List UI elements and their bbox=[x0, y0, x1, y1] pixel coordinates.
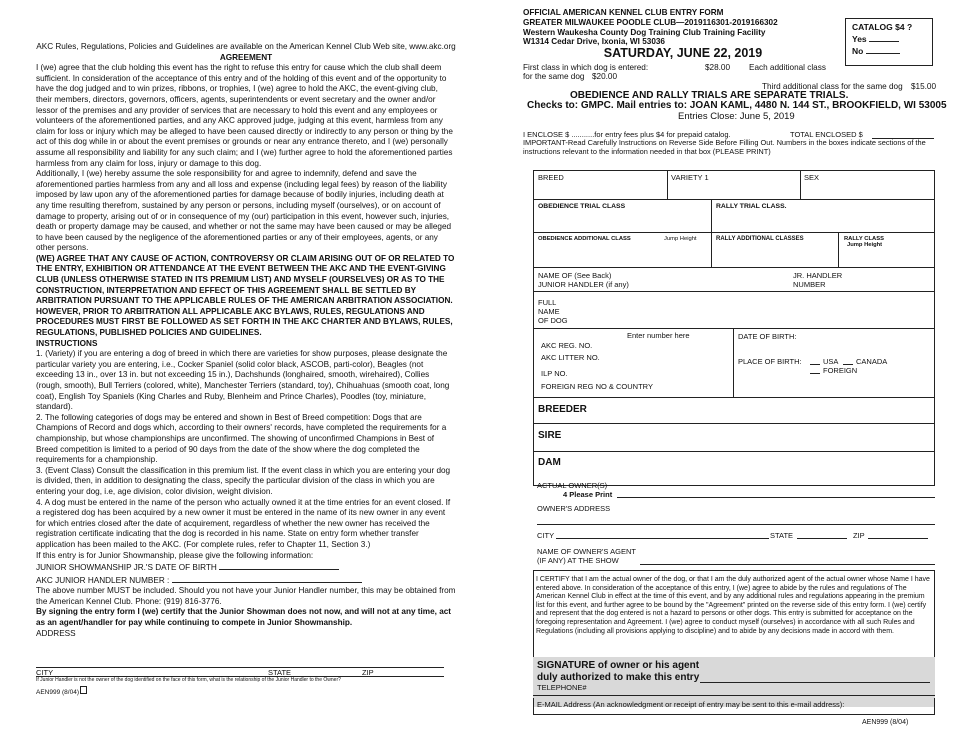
email-field[interactable] bbox=[533, 714, 935, 715]
telephone-label: TELEPHONE# bbox=[537, 683, 587, 692]
owners-label: ACTUAL OWNER(S) bbox=[537, 481, 608, 490]
grid-divider bbox=[711, 199, 712, 232]
venue-name: Western Waukesha County Dog Training Club Training Facility bbox=[523, 27, 766, 37]
enclose-line: I ENCLOSE $ ...........for entry fees plus $4 for prepaid catalog. bbox=[523, 130, 731, 139]
signature-field[interactable] bbox=[700, 682, 930, 683]
catalog-yes-label: Yes bbox=[852, 34, 867, 44]
agreement-title: AGREEMENT bbox=[219, 52, 273, 62]
junior-dob-line[interactable] bbox=[36, 561, 456, 574]
intro-text: AKC Rules, Regulations, Policies and Guidelines are available on the American Kennel Club Web site, www.akc.org bbox=[36, 42, 456, 51]
instructions-title: INSTRUCTIONS bbox=[36, 338, 98, 348]
grid-divider bbox=[733, 328, 734, 397]
grid-rule bbox=[533, 423, 935, 424]
owner-state-field[interactable] bbox=[797, 538, 847, 539]
junior-number-line[interactable] bbox=[36, 574, 456, 587]
ilp-field[interactable]: ILP NO. bbox=[541, 369, 568, 378]
catalog-yes[interactable] bbox=[852, 33, 926, 45]
agreement-arbitration: (WE) AGREE THAT ANY CAUSE OF ACTION, CONTROVERSY OR CLAIM ARISING OUT OF OR RELATED TO THE ENTRY, EXHIBITION OR ATTENDANCE AT THE EVENT BETWEEN THE AKC AND THE EVENT-GIVING CLUB (UNLESS OTHERWISE STATED IN ITS PREMIUM LIST) AND MYSELF (OURSELVES) OR AS TO THE CONSTRUCTION, INTERPRETATION AND EFFECT OF THIS AGREEMENT SHALL BE SETTLED BY ARBITRATION PURSUANT TO THE APPLICABLE RULES OF THE AMERICAN ARBITRATION ASSOCIATION. HOWEVER, PRIOR TO ARBITRATION ALL APPLICABLE AKC BYLAWS, RULES, REGULATIONS AND PROCEDURES MUST FIRST BE FOLLOWED AS SET FORTH IN THE AKC CHARTER AND BYLAWS, RULES, REGULATIONS, PUBLISHED POLICIES AND GUIDELINES. bbox=[36, 253, 455, 338]
important-note: IMPORTANT-Read Carefully Instructions on Reverse Side Before Filling Out. Numbers in the boxes indicate sections of the instructions relevant to the information needed in that box (PLEASE PRINT) bbox=[523, 138, 926, 156]
foreign-checkbox[interactable] bbox=[810, 373, 820, 374]
fee-additional-cont: for the same dog bbox=[523, 72, 585, 81]
jr-handler-label: JR. HANDLER bbox=[793, 271, 843, 280]
obedience-additional-field[interactable]: OBEDIENCE ADDITIONAL CLASS bbox=[538, 236, 631, 242]
address-label: ADDRESS bbox=[36, 628, 76, 638]
rally-class-field[interactable]: RALLY CLASS bbox=[844, 236, 884, 242]
enter-number-label: Enter number here bbox=[627, 331, 690, 340]
owner-zip-label: ZIP bbox=[853, 531, 865, 540]
sire-field[interactable]: SIRE bbox=[538, 430, 562, 441]
catalog-no[interactable] bbox=[852, 45, 926, 57]
instruction-3: 3. (Event Class) Consult the classification in this premium list. If the event class in which you are entering your dog is divided, then, in addition to designating the class, specify the particular division of the class in which you are entering your dog, i.e, age division, color division, weight division. bbox=[36, 465, 451, 496]
catalog-label: CATALOG $4 ? bbox=[852, 22, 913, 32]
junior-dob-label: JUNIOR SHOWMANSHIP JR.'S DATE OF BIRTH bbox=[36, 563, 217, 573]
rally-additional-field[interactable]: RALLY ADDITIONAL CLASSES bbox=[716, 236, 804, 242]
place-of-birth-label: PLACE OF BIRTH: bbox=[738, 357, 802, 366]
dam-field[interactable]: DAM bbox=[538, 457, 561, 468]
fee-additional: $20.00 bbox=[592, 72, 618, 81]
full-label: FULL bbox=[538, 298, 557, 307]
name-of-label: NAME OF (See Back) bbox=[538, 271, 612, 280]
owner-city-label: CITY bbox=[537, 531, 555, 540]
catalog-yes-field[interactable] bbox=[869, 33, 899, 42]
separate-trials-note: OBEDIENCE AND RALLY TRIALS ARE SEPARATE TRIALS. bbox=[570, 90, 849, 101]
owner-zip-field[interactable] bbox=[868, 538, 928, 539]
instruction-4: 4. A dog must be entered in the name of the person who actually owned it at the time entries for an event closed. If a registered dog has been acquired by a new owner it must be entered in the name of its new owner in any event for which entries closed after the date of acquirement, regardless of whether the new owner has received the registration certificate indicating that the dog is recorded in his name. State on entry form whether transfer application has been mailed to the AKC. (For complete rules, refer to Chapter 11, Section 3.) bbox=[36, 497, 451, 549]
agreement-page bbox=[36, 42, 456, 639]
left-form-code bbox=[36, 686, 87, 697]
junior-intro: If this entry is for Junior Showmanship, please give the following information: bbox=[36, 550, 314, 560]
usa-label: USA bbox=[823, 357, 839, 366]
signature-label-2: duly authorized to make this entry bbox=[537, 672, 700, 683]
email-label: E-MAIL Address (An acknowledgment or receipt of entry may be sent to this e-mail address): bbox=[537, 700, 845, 709]
agent-field[interactable] bbox=[640, 564, 935, 565]
akc-reg-field[interactable]: AKC REG. NO. bbox=[541, 341, 593, 350]
catalog-no-field[interactable] bbox=[866, 45, 900, 54]
fee-third-label: Third additional class for the same dog bbox=[762, 82, 903, 91]
fee-first: $28.00 bbox=[705, 63, 731, 72]
fee-first-label: First class in which dog is entered: bbox=[523, 63, 649, 72]
jump-height-2[interactable]: Jump Height bbox=[847, 242, 883, 248]
akc-litter-field[interactable]: AKC LITTER NO. bbox=[541, 353, 600, 362]
telephone-field[interactable] bbox=[533, 695, 935, 696]
grid-rule bbox=[533, 328, 935, 329]
junior-certify: By signing the entry form I (we) certify that the Junior Showman does not now, and will not at any time, act as an agent/handler for pay while continuing to compete in Junior Showmanship. bbox=[36, 607, 452, 628]
junior-dob-field[interactable] bbox=[219, 561, 339, 570]
breed-field[interactable]: BREED bbox=[538, 173, 564, 182]
grid-rule bbox=[533, 291, 935, 292]
signature-label: SIGNATURE of owner or his agent bbox=[537, 660, 700, 671]
left-city-label: CITY bbox=[36, 668, 54, 677]
owners-address-field[interactable] bbox=[537, 524, 935, 525]
please-print-label: 4 Please Print bbox=[563, 490, 613, 499]
dog-name-field[interactable]: OF DOG bbox=[538, 316, 568, 325]
agreement-paragraph-2: Additionally, I (we) hereby assume the sole responsibility for and agree to indemnify, defend and save the aforementioned parties harmless from any and all loss and expense (including legal fees) by reason of the liability imposed by law upon any of the aforementioned parties for damage because of bodily injuries, including death at any time resulting therefrom, sustained by any person or persons, including myself (ourselves), or on account of damage to property, arising out of or in consequence of my (our) participation in this event, however such, injuries, death or property damage may be caused, and whether or not the same may have been caused or may be alleged to have been caused by the negligence of the aforementioned parties or any of their employees, agents, or any other persons. bbox=[36, 169, 452, 253]
form-title: OFFICIAL AMERICAN KENNEL CLUB ENTRY FORM bbox=[523, 8, 724, 17]
usa-checkbox[interactable] bbox=[810, 364, 820, 365]
instruction-2: 2. The following categories of dogs may be entered and shown in Best of Breed competition: Dogs that are Champions of Record and dogs which, according to their owners' records, have completed the requirements for a championship, but whose championships are unconfirmed. The showing of unconfirmed Champions in Best of Breed competition is limited to a period of 90 days from the date of the show where the dog completed the requirements for a championship. bbox=[36, 412, 447, 465]
grid-divider bbox=[667, 170, 668, 199]
jump-height-1[interactable]: Jump Height bbox=[664, 236, 697, 242]
grid-rule bbox=[533, 199, 935, 200]
form-code-box-icon bbox=[80, 686, 87, 694]
fee-additional-label: Each additional class bbox=[749, 63, 826, 72]
junior-handler-field[interactable]: JUNIOR HANDLER (if any) bbox=[538, 280, 629, 289]
obedience-trial-field[interactable]: OBEDIENCE TRIAL CLASS bbox=[538, 203, 626, 210]
junior-footnote: If Junior Handler is not the owner of the dog identified on the face of this form, what is the relationship of the Junior Handler to the Owner? bbox=[36, 677, 341, 683]
right-form-code: AEN999 (8/04) bbox=[862, 719, 909, 726]
catalog-box bbox=[845, 18, 933, 66]
rally-trial-field[interactable]: RALLY TRIAL CLASS. bbox=[716, 203, 787, 210]
agreement-paragraph-1: I (we) agree that the club holding this event has the right to refuse this entry for cause which the club shall deem sufficient. In consideration of the acceptance of this entry and of the holding of this event and of the opportunity to have the dog judged and to win prizes, ribbons, or trophies, I (we) agree to hold the AKC, the event-giving club, their members, directors, governors, officers, agents, superintendents or event secretary and the owner and/or lessor of the premises and any provider of services that are necessary to hold this event and any employees or volunteers of the aforementioned parties, and any AKC approved judge, judging at this event, harmless from any claim for loss or injury which may be alleged to have been caused directly or indirectly to any person or thing by the act of this dog while in or about the event premises or grounds or near any entrance thereto, and I (we) personally assume all responsibility and liability for any such claim; and I (we) further agree to hold the aforementioned parties harmless from any claim for loss, injury or damage to this dog. bbox=[36, 63, 453, 168]
grid-rule bbox=[533, 267, 935, 268]
fee-third: $15.00 bbox=[911, 82, 937, 91]
junior-number-label: AKC JUNIOR HANDLER NUMBER : bbox=[36, 575, 170, 585]
grid-divider bbox=[800, 170, 801, 199]
grid-divider bbox=[711, 232, 712, 267]
agent-label-2: (IF ANY) AT THE SHOW bbox=[537, 556, 619, 565]
agent-label: NAME OF OWNER'S AGENT bbox=[537, 547, 636, 556]
checks-to: Checks to: GMPC. Mail entries to: JOAN KAML, 4480 N. 144 ST., BROOKFIELD, WI 53005 bbox=[527, 100, 947, 111]
grid-rule bbox=[533, 397, 935, 398]
left-form-code-text: AEN999 (8/04) bbox=[36, 689, 79, 696]
owners-address-label: OWNER'S ADDRESS bbox=[537, 504, 611, 513]
owner-state-label: STATE bbox=[770, 531, 794, 540]
junior-note: The above number MUST be included. Should you not have your Junior Handler number, this may be obtained from the American Kennel Club. Phone: (919) 816-3776. bbox=[36, 586, 456, 606]
date-of-birth-field[interactable]: DATE OF BIRTH: bbox=[738, 332, 797, 341]
foreign-label: FOREIGN bbox=[823, 366, 858, 375]
grid-rule bbox=[533, 232, 935, 233]
instruction-1: 1. (Variety) if you are entering a dog of breed in which there are varieties for show purposes, please designate the particular variety you are entering, i.e., Cocker Spaniel (solid color black, ASCOB, parti-color), Beagles (not exceeding 13 in., over 13 in. but not exceeding 15 in.), Dachshunds (longhaired, smooth, wirehaired), Collies (rough, smooth), Bull Terriers (colored, white), Manchester Terriers (standard, toy), Chihuahuas (smooth coat, long coat), English Toy Spaniels (King Charles and Ruby, Blenheim and Prince Charles), Poodles (toy, miniature, standard). bbox=[36, 349, 450, 412]
breeder-field[interactable]: BREEDER bbox=[538, 404, 587, 415]
jr-handler-number-field[interactable]: NUMBER bbox=[793, 280, 826, 289]
foreign-reg-field[interactable]: FOREIGN REG NO & COUNTRY bbox=[541, 382, 653, 391]
address-rule[interactable] bbox=[36, 667, 444, 668]
left-zip-label: ZIP bbox=[362, 668, 374, 677]
junior-number-field[interactable] bbox=[172, 574, 362, 583]
certify-text: I CERTIFY that I am the actual owner of the dog, or that I am the duly authorized agent of the actual owner whose Name I have entered above. In consideration of the acceptance of this entry, I (we) agree to abide by the rules and regulations of The American Kennel Club in effect at the time of this event, and by any additional rules and regulations appearing in the premium list for this event, and further agree to be bound by the "Agreement" printed on the reverse side of this entry form. I (we) certify and represent that the dog entered is not a hazard to persons or other dogs. This entry is submitted for acceptance on the foregoing representation and Agreement. I (we) agree to conduct myself (ourselves) in accordance with all such Rules and Regulations (including all provisions applying to discipline) and to abide by any decisions made in accord with them. bbox=[536, 576, 930, 635]
venue-address: W1314 Cedar Drive, Ixonia, WI 53036 bbox=[523, 37, 665, 47]
event-date: SATURDAY, JUNE 22, 2019 bbox=[603, 46, 763, 61]
left-state-label: STATE bbox=[268, 668, 292, 677]
grid-rule bbox=[533, 451, 935, 452]
canada-label: CANADA bbox=[856, 357, 888, 366]
total-enclosed-label: TOTAL ENCLOSED $ bbox=[790, 130, 863, 139]
variety-field[interactable]: VARIETY 1 bbox=[671, 173, 709, 182]
club-name: GREATER MILWAUKEE POODLE CLUB—2019116301-2019166302 bbox=[523, 17, 778, 27]
owners-field[interactable] bbox=[617, 497, 935, 498]
sex-field[interactable]: SEX bbox=[804, 173, 820, 182]
owner-city-field[interactable] bbox=[556, 538, 769, 539]
catalog-no-label: No bbox=[852, 46, 864, 56]
entries-close: Entries Close: June 5, 2019 bbox=[678, 111, 795, 122]
name-label: NAME bbox=[538, 307, 560, 316]
canada-checkbox[interactable] bbox=[843, 364, 853, 365]
grid-divider bbox=[838, 232, 839, 267]
